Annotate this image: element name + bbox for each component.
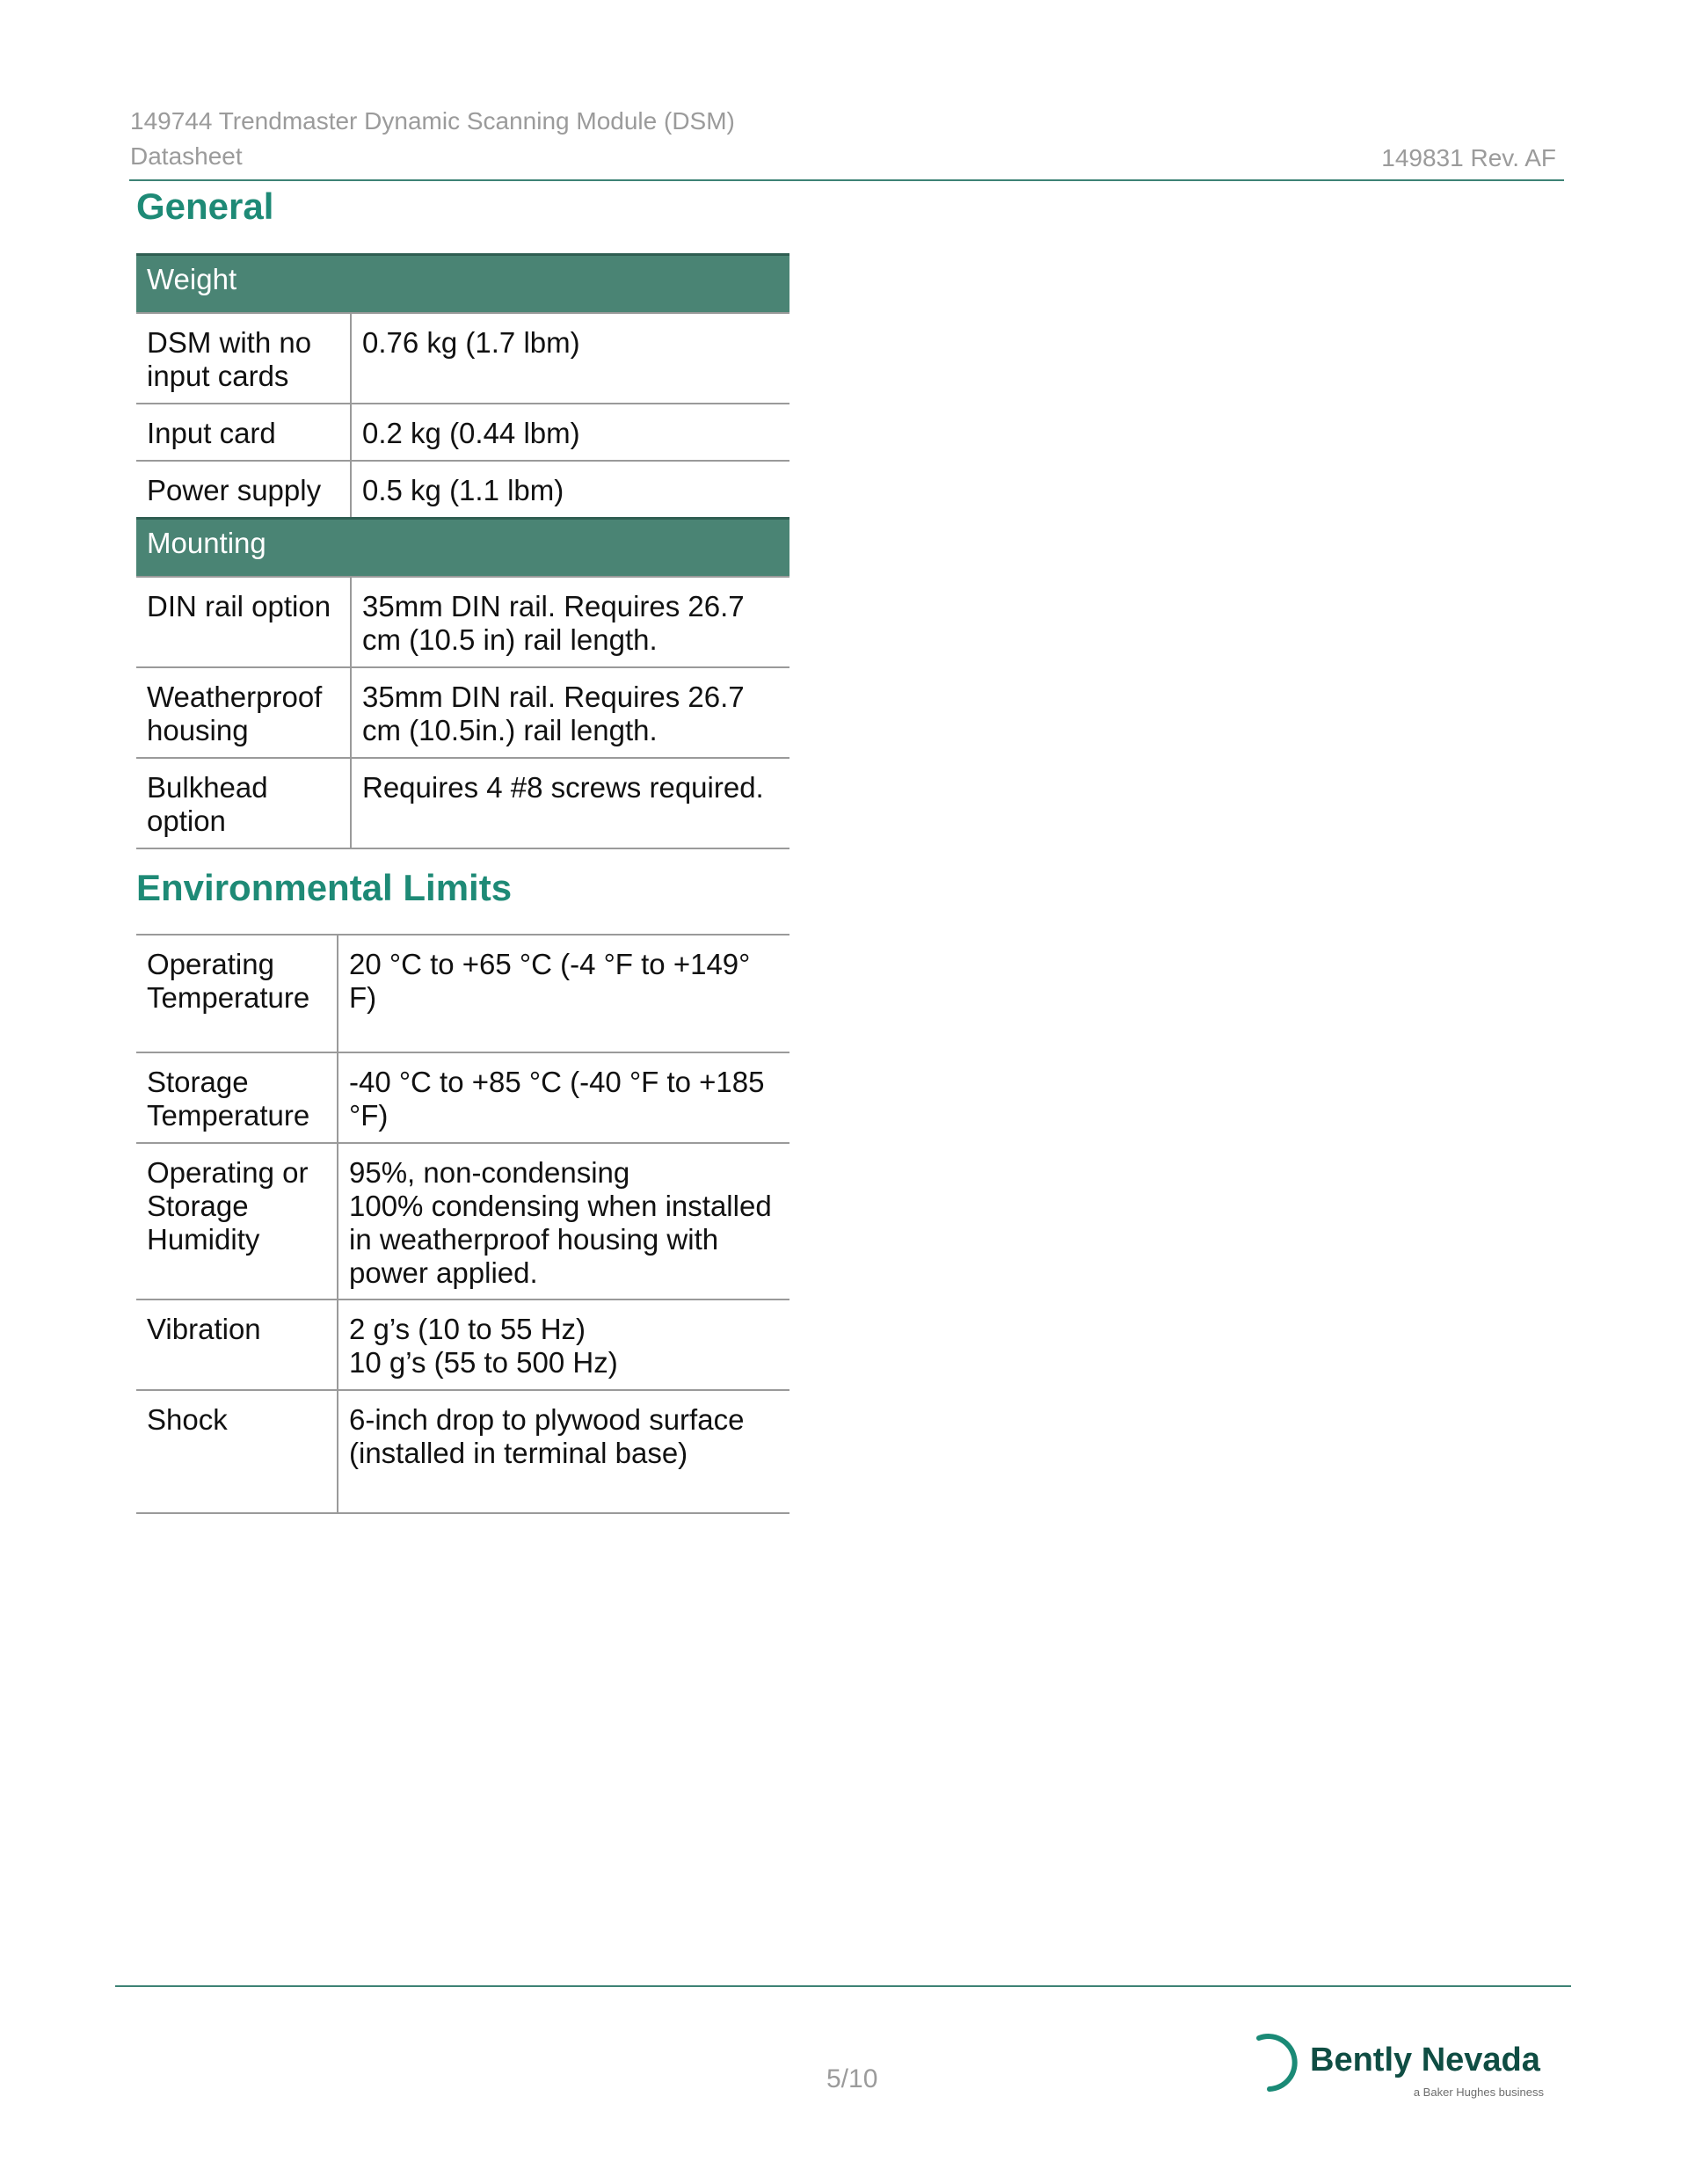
spec-value: 20 °C to +65 °C (-4 °F to +149° F)	[338, 935, 789, 1052]
environmental-heading: Environmental Limits	[136, 867, 513, 908]
document-title-line1: 149744 Trendmaster Dynamic Scanning Module (DSM)	[130, 107, 735, 135]
spec-value: 0.76 kg (1.7 lbm)	[351, 313, 789, 404]
spec-value: 2 g’s (10 to 55 Hz) 10 g’s (55 to 500 Hz)	[338, 1299, 789, 1390]
spec-label: Weatherproof housing	[136, 667, 351, 758]
table-row	[136, 313, 789, 404]
spec-value: 95%, non-condensing 100% condensing when installed in weatherproof housing with power applied.	[338, 1143, 789, 1299]
footer-divider	[115, 1985, 1571, 1987]
spec-value: 35mm DIN rail. Requires 26.7 cm (10.5in.) rail length.	[351, 667, 789, 758]
spec-label: DIN rail option	[136, 577, 351, 667]
table-row	[136, 1299, 789, 1390]
document-title-line2: Datasheet	[130, 142, 243, 170]
spec-value: -40 °C to +85 °C (-40 °F to +185 °F)	[338, 1052, 789, 1143]
table-row	[136, 1390, 789, 1513]
table-row	[136, 667, 789, 758]
document-revision: 149831 Rev. AF	[1381, 144, 1556, 171]
mounting-group-title: Mounting	[136, 518, 789, 577]
page-number: 5/10	[826, 2064, 878, 2093]
document-title	[130, 104, 735, 174]
spec-label: Operating or Storage Humidity	[136, 1143, 338, 1299]
spec-label: Power supply	[136, 461, 351, 518]
spec-label: Vibration	[136, 1299, 338, 1390]
spec-value: 0.2 kg (0.44 lbm)	[351, 404, 789, 461]
bently-nevada-logo	[1252, 2027, 1551, 2100]
table-row	[136, 1052, 789, 1143]
general-heading: General	[136, 186, 274, 227]
spec-label: Operating Temperature	[136, 935, 338, 1052]
spec-label: Input card	[136, 404, 351, 461]
spec-value: 6-inch drop to plywood surface (installed in terminal base)	[338, 1390, 789, 1513]
spec-label: Bulkhead option	[136, 758, 351, 848]
spec-label: DSM with no input cards	[136, 313, 351, 404]
table-row	[136, 577, 789, 667]
spec-value: 35mm DIN rail. Requires 26.7 cm (10.5 in) rail length.	[351, 577, 789, 667]
header-divider	[129, 179, 1564, 181]
environmental-spec-table	[136, 934, 789, 1514]
spec-value: 0.5 kg (1.1 lbm)	[351, 461, 789, 518]
mounting-group-header	[136, 518, 789, 577]
table-row	[136, 404, 789, 461]
table-row	[136, 935, 789, 1052]
weight-group-header	[136, 255, 789, 314]
spec-label: Shock	[136, 1390, 338, 1513]
weight-group-title: Weight	[136, 255, 789, 314]
spec-label: Storage Temperature	[136, 1052, 338, 1143]
table-row	[136, 1143, 789, 1299]
general-spec-table	[136, 253, 789, 849]
logo-brand-name: Bently Nevada	[1310, 2042, 1540, 2078]
logo-mark-icon	[1252, 2031, 1306, 2098]
logo-tagline: a Baker Hughes business	[1413, 2086, 1544, 2099]
table-row	[136, 758, 789, 848]
spec-value: Requires 4 #8 screws required.	[351, 758, 789, 848]
table-row	[136, 461, 789, 518]
